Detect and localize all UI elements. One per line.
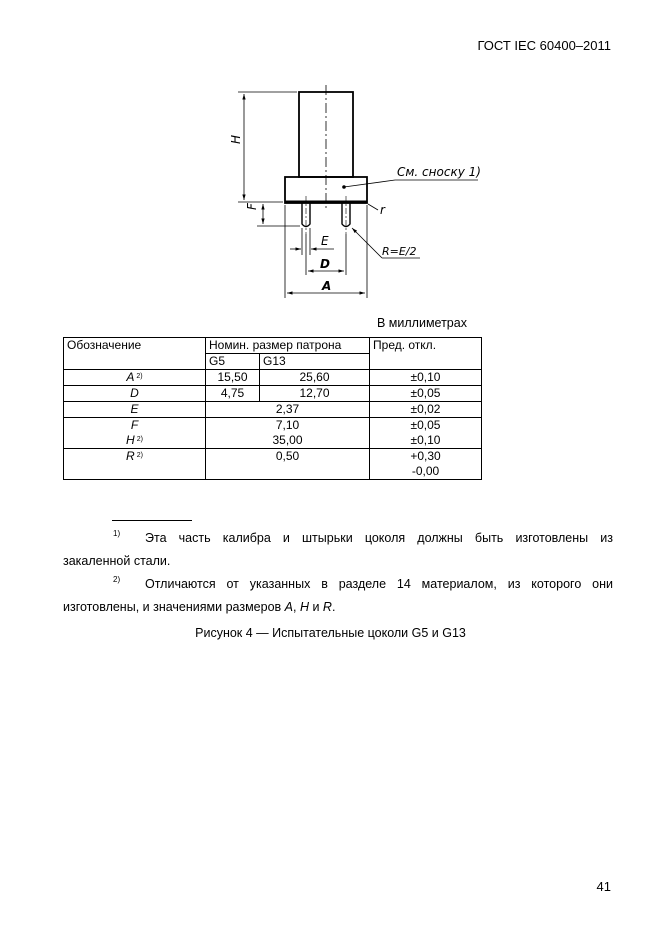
page-number: 41 [596, 879, 611, 894]
row-name: E [64, 402, 206, 418]
cell-tolerance: ±0,10 [410, 433, 441, 447]
label-a: A [322, 279, 332, 293]
units-note: В миллиметрах [377, 316, 467, 330]
separator: и [308, 600, 323, 614]
document-header: ГОСТ IEC 60400–2011 [477, 38, 611, 53]
row-name: D [64, 386, 206, 402]
cell-tolerance: ±0,10 [370, 370, 482, 386]
cell-tolerance-minus: -0,00 [411, 464, 440, 478]
cell-g13: 12,70 [260, 386, 370, 402]
dimensions-table [63, 337, 482, 480]
row-name: A [126, 370, 135, 384]
cell-tolerance: ±0,05 [370, 386, 482, 402]
footnote-line: Эта часть калибра и штырьки цоколя должны быть изготовлены из [145, 531, 613, 545]
var-a: A [284, 600, 293, 614]
footnote-line: изготовлены, и значениями размеров [63, 600, 285, 614]
footnote-ref: 2) [136, 436, 143, 443]
footnote-1 [63, 527, 613, 573]
cell-both: 0,50 [206, 449, 370, 480]
footnote-line: Отличаются от указанных в разделе 14 материалом, из которого они [145, 577, 613, 591]
row-name: F [130, 418, 139, 432]
cell-tolerance: ±0,02 [370, 402, 482, 418]
cell-both: 7,10 [275, 418, 300, 432]
footnote-ref: 2) [136, 452, 143, 459]
cell-g5: 15,50 [206, 370, 260, 386]
footnote-2 [63, 573, 613, 619]
table-row [64, 370, 482, 386]
cell-g5: 4,75 [206, 386, 260, 402]
table-row [64, 402, 482, 418]
footnote-ref: 2) [136, 373, 143, 380]
label-r-small: r [380, 203, 385, 217]
label-note: См. сноску 1) [397, 165, 481, 179]
header-g13: G13 [260, 354, 370, 370]
label-h: H [229, 134, 243, 144]
footnote-separator [112, 520, 192, 521]
row-name: H [126, 433, 135, 447]
cell-g13: 25,60 [260, 370, 370, 386]
header-g5: G5 [206, 354, 260, 370]
cell-tolerance: ±0,05 [410, 418, 441, 432]
separator: , [292, 600, 300, 614]
var-h: H [299, 600, 309, 614]
cell-both: 35,00 [272, 433, 303, 447]
table-row [64, 386, 482, 402]
cell-tolerance-plus: +0,30 [410, 449, 441, 463]
table-row [64, 449, 482, 480]
label-d: D [320, 257, 330, 271]
row-name: R [126, 449, 135, 463]
footnote-line: закаленной стали. [63, 554, 171, 568]
footnote-mark: 2) [113, 575, 121, 584]
header-nominal: Номин. размер патрона [206, 338, 370, 354]
cell-both: 2,37 [206, 402, 370, 418]
label-e: E [321, 234, 329, 248]
header-tolerance: Пред. откл. [370, 338, 482, 370]
header-designation: Обозначение [64, 338, 206, 370]
var-r: R [322, 600, 332, 614]
label-f: F [245, 203, 259, 210]
table-row [64, 418, 482, 449]
figure-caption: Рисунок 4 — Испытательные цоколи G5 и G13 [195, 626, 466, 640]
test-cap-drawing [0, 0, 661, 310]
sentence-end: . [331, 600, 336, 614]
footnote-mark: 1) [113, 529, 121, 538]
label-r-radius: R=E/2 [382, 245, 417, 258]
